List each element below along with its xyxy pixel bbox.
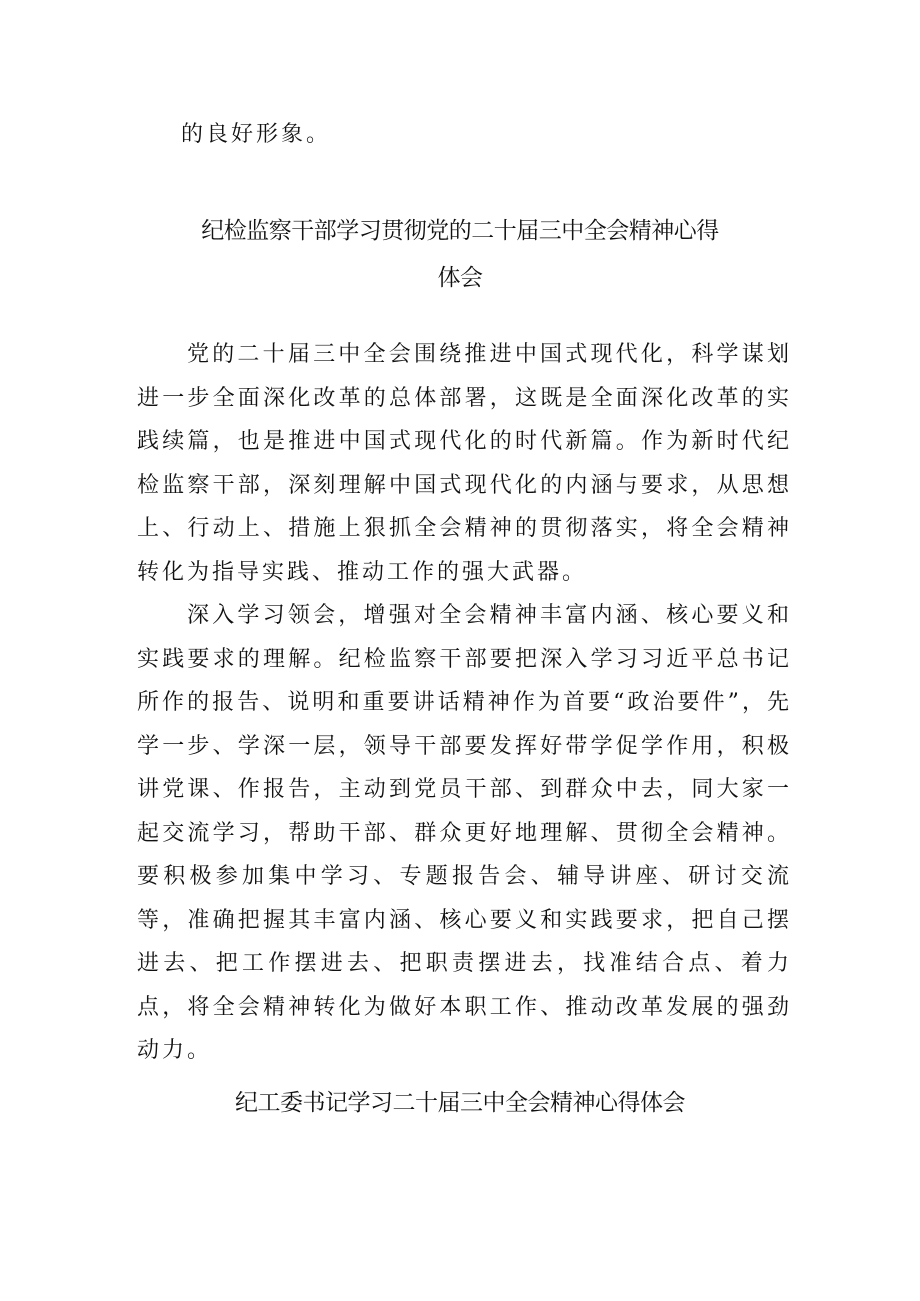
continued-paragraph-fragment: 的良好形象。 xyxy=(181,122,332,147)
article-1-title-line-1: 纪检监察干部学习贯彻党的二十届三中全会精神心得 xyxy=(201,218,719,244)
article-1-paragraph-1: 党的二十届三中全会围绕推进中国式现代化，科学谋划进一步全面深化改革的总体部署，这既是全面深化改革的实践续篇，也是推进中国式现代化的时代新篇。作为新时代纪检监察干部，深刻理解中国式现代化的内涵与要求，从思想上、行动上、措施上狠抓全会精神的贯彻落实，将全会精神转化为指导实践、推动工作的强大武器。 xyxy=(137,342,792,585)
article-1-title xyxy=(0,208,920,302)
article-1-paragraph-2: 深入学习领会，增强对全会精神丰富内涵、核心要义和实践要求的理解。纪检监察干部要把深入学习习近平总书记所作的报告、说明和重要讲话精神作为首要“政治要件”，先学一步、学深一层，领导干部要发挥好带学促学作用，积极讲党课、作报告，主动到党员干部、到群众中去，同大家一起交流学习，帮助干部、群众更好地理解、贯彻全会精神。要积极参加集中学习、专题报告会、辅导讲座、研讨交流等，准确把握其丰富内涵、核心要义和实践要求，把自己摆进去、把工作摆进去、把职责摆进去，找准结合点、着力点，将全会精神转化为做好本职工作、推动改革发展的强劲动力。 xyxy=(137,603,792,1063)
article-2-title: 纪工委书记学习二十届三中全会精神心得体会 xyxy=(235,1090,685,1116)
article-1-title-line-2: 体会 xyxy=(437,265,483,291)
